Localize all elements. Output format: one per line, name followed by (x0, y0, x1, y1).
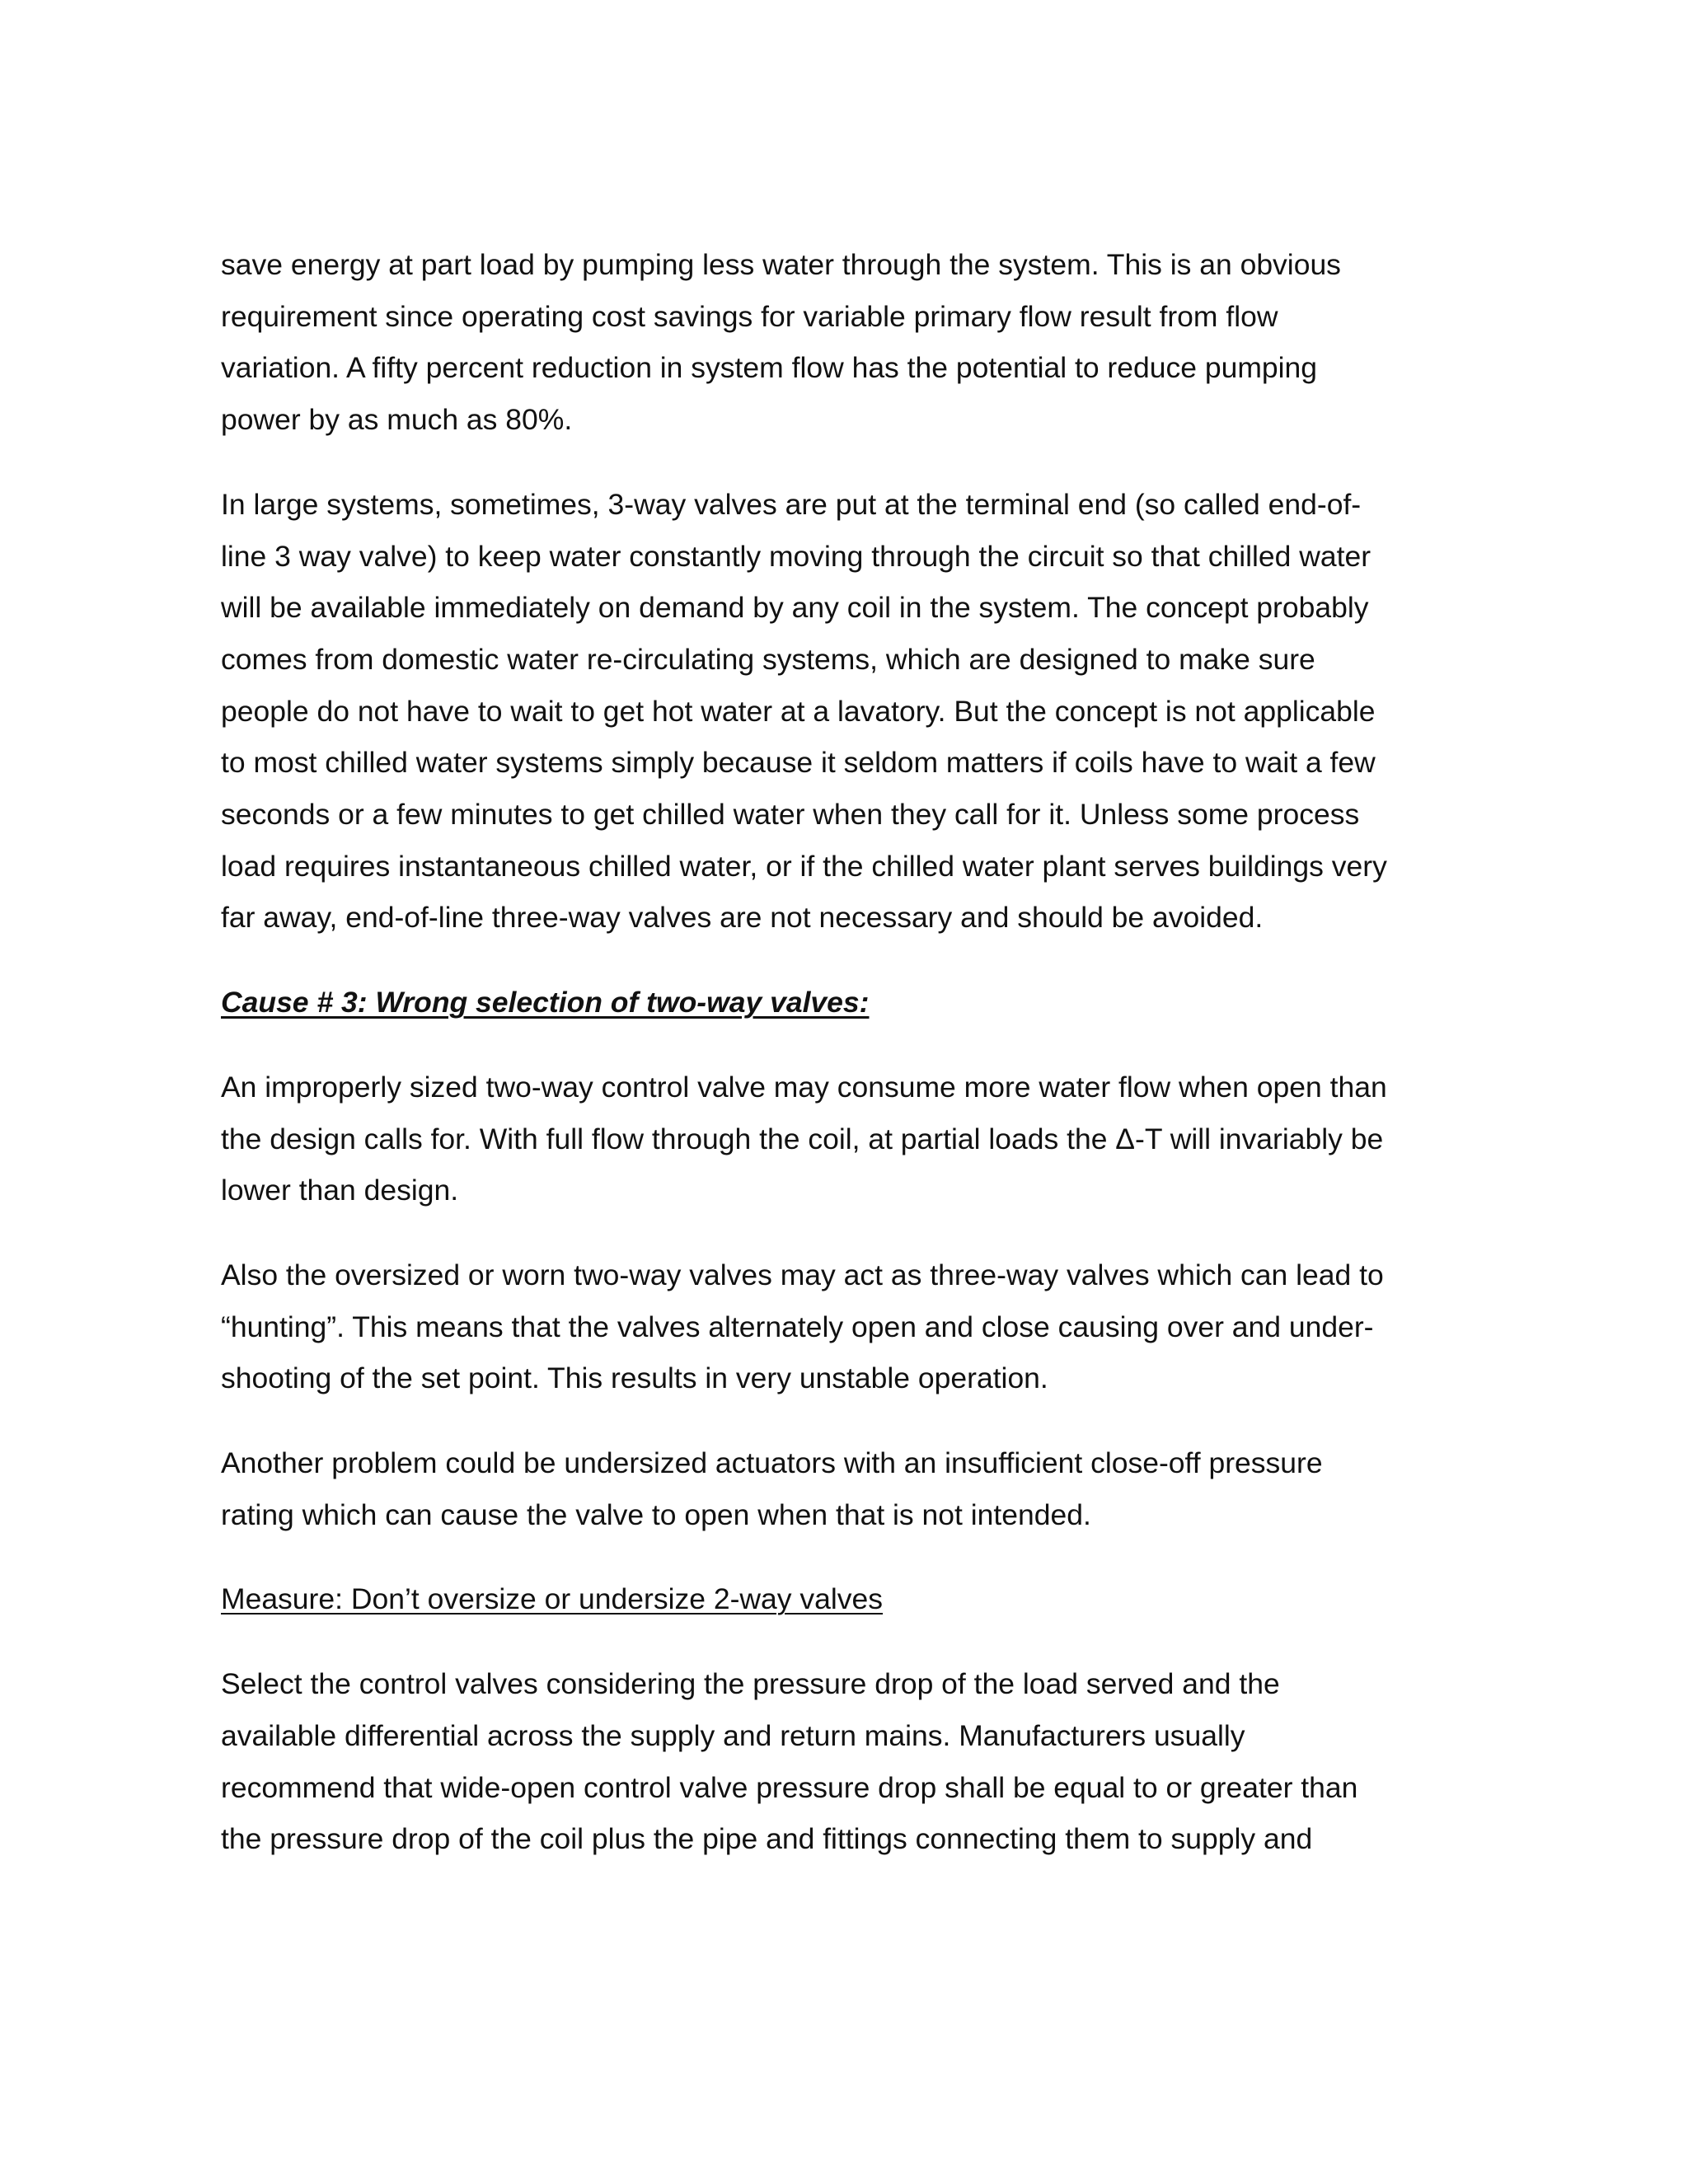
paragraph-select-control-valves (221, 1658, 1424, 1865)
paragraph-three-way-valves (221, 479, 1424, 944)
text-line: An improperly sized two-way control valve may consume more water flow when open than (221, 1070, 1387, 1104)
text-line: In large systems, sometimes, 3-way valves are put at the terminal end (so called end-of- (221, 487, 1362, 521)
paragraph-hunting (221, 1249, 1424, 1404)
text-line: load requires instantaneous chilled water, or if the chilled water plant serves buildings very (221, 849, 1387, 883)
text-line: save energy at part load by pumping less water through the system. This is an obvious (221, 248, 1341, 281)
paragraph-part-load-savings (221, 239, 1424, 446)
text-line: the design calls for. With full flow through the coil, at partial loads the Δ-T will invariably be (221, 1122, 1384, 1155)
text-line: line 3 way valve) to keep water constantly moving through the circuit so that chilled water (221, 539, 1372, 573)
text-line: seconds or a few minutes to get chilled water when they call for it. Unless some process (221, 798, 1360, 832)
text-line: Also the oversized or worn two-way valves may act as three-way valves which can lead to (221, 1258, 1384, 1291)
text-line: available differential across the supply and return mains. Manufacturers usually (221, 1718, 1245, 1752)
text-line: will be available immediately on demand by any coil in the system. The concept probably (221, 591, 1369, 625)
paragraph-undersized-actuators (221, 1437, 1424, 1540)
measure-heading: Measure: Don’t oversize or undersize 2-way valves (221, 1582, 884, 1616)
text-line: far away, end-of-line three-way valves are not necessary and should be avoided. (221, 901, 1264, 935)
text-line: lower than design. (221, 1174, 459, 1207)
text-line: recommend that wide-open control valve pressure drop shall be equal to or greater than (221, 1770, 1358, 1804)
text-line: Select the control valves considering the pressure drop of the load served and the (221, 1667, 1280, 1701)
paragraph-improper-sizing (221, 1062, 1424, 1216)
text-line: rating which can cause the valve to open when that is not intended. (221, 1497, 1091, 1531)
cause-3-heading: Cause # 3: Wrong selection of two-way valves: (221, 986, 870, 1019)
measure-subheading (221, 1573, 1424, 1625)
text-line: people do not have to wait to get hot water at a lavatory. But the concept is not applicable (221, 694, 1376, 728)
text-line: shooting of the set point. This results in very unstable operation. (221, 1361, 1048, 1395)
section-heading-cause-3 (221, 977, 1424, 1029)
text-line: the pressure drop of the coil plus the pipe and fittings connecting them to supply and (221, 1822, 1313, 1856)
text-line: requirement since operating cost savings for variable primary flow result from flow (221, 299, 1278, 333)
text-line: comes from domestic water re-circulating systems, which are designed to make sure (221, 642, 1315, 676)
document-body (221, 239, 1424, 1898)
text-line: variation. A fifty percent reduction in system flow has the potential to reduce pumping (221, 351, 1318, 385)
text-line: “hunting”. This means that the valves alternately open and close causing over and under- (221, 1310, 1374, 1343)
text-line: Another problem could be undersized actuators with an insufficient close-off pressure (221, 1446, 1323, 1480)
text-line: power by as much as 80%. (221, 403, 573, 437)
text-line: to most chilled water systems simply because it seldom matters if coils have to wait a few (221, 746, 1376, 780)
